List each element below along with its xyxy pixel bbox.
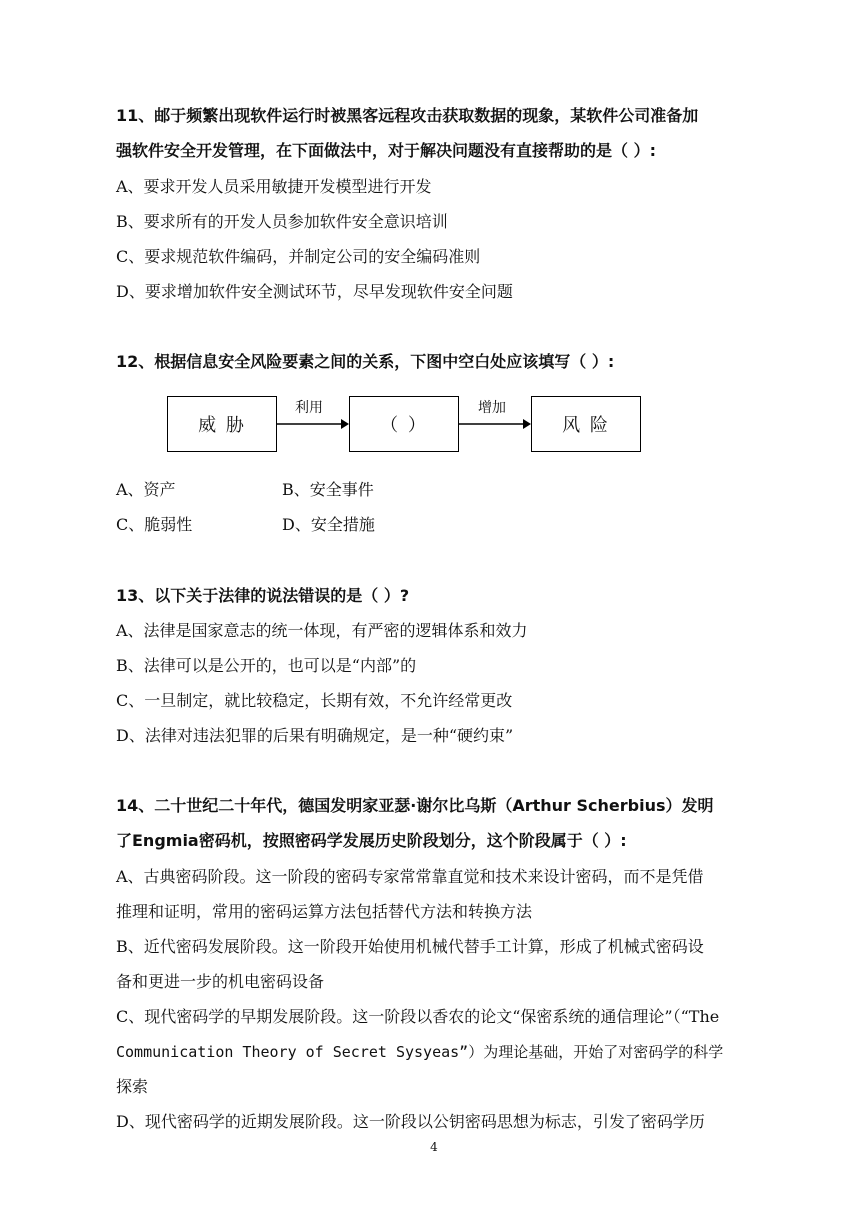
q12-stem: 12、根据信息安全风险要素之间的关系，下图中空白处应该填写（ ）: (116, 352, 615, 371)
q14-option-b-line2: 备和更进一步的机电密码设备 (116, 972, 325, 991)
diagram-box-risk: 风 险 (531, 396, 641, 452)
q12-option-a: A、资产 (116, 480, 176, 499)
q11-option-b: B、要求所有的开发人员参加软件安全意识培训 (116, 212, 448, 231)
q14-option-b-line1: B、近代密码发展阶段。这一阶段开始使用机械代替手工计算，形成了机械式密码设 (116, 937, 704, 956)
q14-option-c-line1: C、现代密码学的早期发展阶段。这一阶段以香农的论文“保密系统的通信理论”（“The (116, 1007, 720, 1026)
q11-option-a: A、要求开发人员采用敏捷开发模型进行开发 (116, 177, 432, 196)
q11-stem-line1: 11、邮于频繁出现软件运行时被黑客远程攻击获取数据的现象，某软件公司准备加 (116, 106, 699, 125)
q14-stem-line2: 了Engmia密码机，按照密码学发展历史阶段划分，这个阶段属于（ ）: (116, 831, 627, 850)
q14-option-a-line1: A、古典密码阶段。这一阶段的密码专家常常靠直觉和技术来设计密码，而不是凭借 (116, 867, 704, 886)
diagram-box-blank: （ ） (349, 396, 459, 452)
diagram-box-threat: 威 胁 (167, 396, 277, 452)
diagram-arrow-2 (459, 418, 531, 430)
q14-option-d-line1: D、现代密码学的近期发展阶段。这一阶段以公钥密码思想为标志，引发了密码学历 (116, 1112, 705, 1131)
q12-option-c: C、脆弱性 (116, 515, 193, 534)
diagram-label-increase: 增加 (478, 400, 506, 416)
q14-option-c-line3: 探索 (116, 1077, 149, 1096)
diagram-label-exploit: 利用 (295, 400, 323, 416)
q11-option-d: D、要求增加软件安全测试环节，尽早发现软件安全问题 (116, 282, 513, 301)
q12-option-d: D、安全措施 (282, 515, 375, 534)
q13-option-c: C、一旦制定，就比较稳定，长期有效，不允许经常更改 (116, 691, 513, 710)
page-number: 4 (430, 1140, 438, 1154)
diagram-arrow-1 (277, 418, 349, 430)
q12-option-b: B、安全事件 (282, 480, 374, 499)
q13-option-a: A、法律是国家意志的统一体现，有严密的逻辑体系和效力 (116, 621, 528, 640)
q14-option-a-line2: 推理和证明，常用的密码运算方法包括替代方法和转换方法 (116, 902, 533, 921)
q13-stem: 13、以下关于法律的说法错误的是（ ）? (116, 586, 410, 605)
q11-stem-line2: 强软件安全开发管理，在下面做法中，对于解决问题没有直接帮助的是（ ）: (116, 141, 656, 160)
q14-option-c-line2: Communication Theory of Secret Sysyeas”）为理论基础，开始了对密码学的科学 (116, 1043, 724, 1061)
q14-stem-line1: 14、二十世纪二十年代，德国发明家亚瑟·谢尔比乌斯（Arthur Scherbius）发明 (116, 796, 714, 815)
q11-option-c: C、要求规范软件编码，并制定公司的安全编码准则 (116, 247, 481, 266)
q13-option-b: B、法律可以是公开的，也可以是“内部”的 (116, 656, 417, 675)
q13-option-d: D、法律对违法犯罪的后果有明确规定，是一种“硬约束” (116, 726, 514, 745)
